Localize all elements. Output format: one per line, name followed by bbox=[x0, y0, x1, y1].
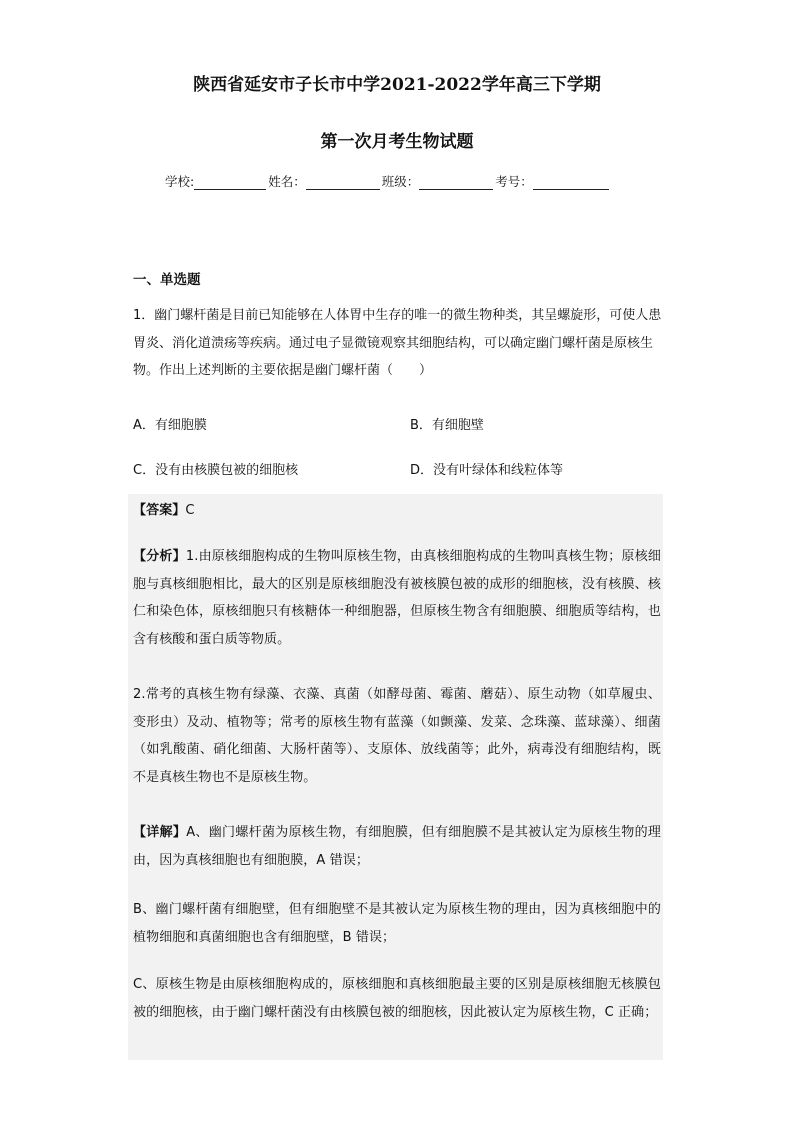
class-label: 班级： bbox=[381, 174, 420, 189]
answer-line bbox=[133, 497, 661, 525]
analysis-label: 【分析】 bbox=[133, 549, 186, 564]
page-subtitle: 第一次月考生物试题 bbox=[320, 132, 474, 152]
name-label: 姓名： bbox=[268, 174, 306, 189]
question-stem: 1．幽门螺杆菌是目前已知能够在人体胃中生存的唯一的微生物种类，其呈螺旋形，可使人患胃炎、消化道溃疡等疾病。通过电子显微镜观察其细胞结构，可以确定幽门螺杆菌是原核生物。作出上述判断的主要依据是幽门螺杆菌（ ） bbox=[133, 308, 662, 378]
detail-text-a: A、幽门螺杆菌为原核生物，有细胞膜，但有细胞膜不是其被认定为原核生物的理由，因为真核细胞也有细胞膜，A 错误； bbox=[133, 825, 661, 868]
option-b: B．有细胞壁 bbox=[410, 418, 484, 433]
class-blank[interactable] bbox=[419, 175, 493, 190]
school-blank[interactable] bbox=[194, 175, 266, 190]
answer-label: 【答案】 bbox=[133, 503, 186, 518]
detail-paragraph-a bbox=[133, 819, 661, 874]
number-label: 考号： bbox=[495, 174, 533, 189]
analysis-paragraph-1 bbox=[133, 543, 661, 653]
option-a: A．有细胞膜 bbox=[133, 418, 207, 433]
detail-label: 【详解】 bbox=[133, 825, 187, 840]
section-heading: 一、单选题 bbox=[133, 272, 201, 288]
analysis-text-1: 1.由原核细胞构成的生物叫原核生物，由真核细胞构成的生物叫真核生物；原核细胞与真核细胞相比，最大的区别是原核细胞没有被核膜包被的成形的细胞核，没有核膜、核仁和染色体，原核细胞只有核糖体一种细胞器，但原核生物含有细胞膜、细胞质等结构，也含有核酸和蛋白质等物质。 bbox=[133, 549, 662, 647]
option-c: C．没有由核膜包被的细胞核 bbox=[133, 463, 299, 478]
answer-value: C bbox=[185, 503, 195, 518]
option-d: D．没有叶绿体和线粒体等 bbox=[410, 463, 564, 478]
school-label: 学校: bbox=[165, 174, 195, 189]
number-blank[interactable] bbox=[533, 175, 609, 190]
student-info-line bbox=[165, 172, 611, 190]
detail-paragraph-b: B、幽门螺杆菌有细胞壁，但有细胞壁不是其被认定为原核生物的理由，因为真核细胞中的植物细胞和真菌细胞也含有细胞壁，B 错误； bbox=[133, 902, 661, 945]
page-title: 陕西省延安市子长市中学2021-2022学年高三下学期 bbox=[193, 75, 601, 95]
name-blank[interactable] bbox=[306, 175, 380, 190]
detail-paragraph-c: C、原核生物是由原核细胞构成的，原核细胞和真核细胞最主要的区别是原核细胞无核膜包被的细胞核，由于幽门螺杆菌没有由核膜包被的细胞核，因此被认定为原核生物，C 正确； bbox=[133, 977, 661, 1020]
analysis-paragraph-2: 2.常考的真核生物有绿藻、衣藻、真菌（如酵母菌、霉菌、蘑菇）、原生动物（如草履虫、变形虫）及动、植物等；常考的原核生物有蓝藻（如颤藻、发菜、念珠藻、蓝球藻）、细菌（如乳酸菌、硝化细菌、大肠杆菌等）、支原体、放线菌等；此外，病毒没有细胞结构，既不是真核生物也不是原核生物。 bbox=[133, 687, 661, 785]
